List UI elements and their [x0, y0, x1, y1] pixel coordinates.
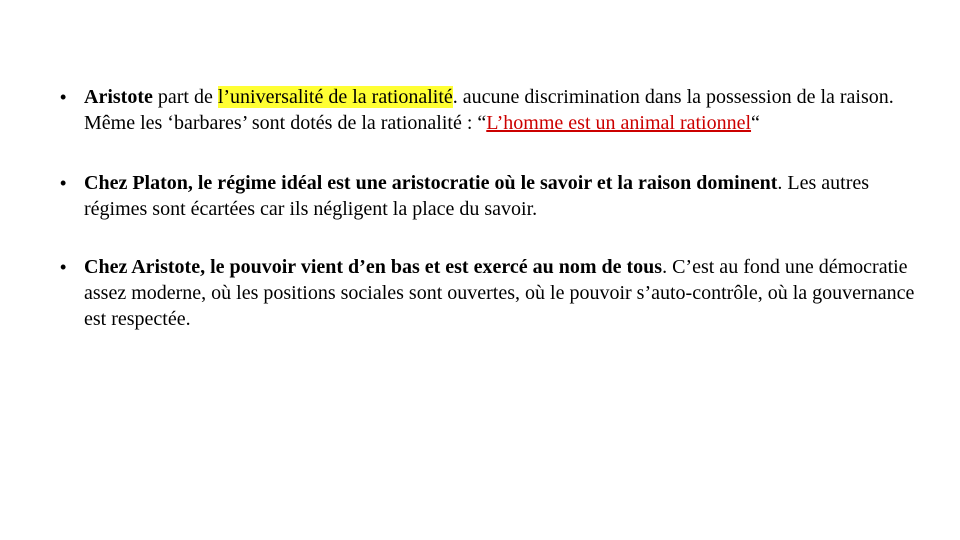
bullet-text: . C’est au fond une démocratie assez moderne, où les positions sociales sont ouvertes, où le pouvoir s’auto-contrôle, où la gouvernance est respectée. — [84, 256, 915, 330]
bullet-marker-icon: • — [60, 173, 67, 193]
highlighted-text: l’universalité de la rationalité — [217, 86, 453, 108]
bullet-item-aristote-power — [60, 254, 935, 332]
bullet-item-platon-regime — [60, 170, 935, 222]
bullet-text: “ — [751, 112, 760, 134]
bullet-list — [60, 84, 935, 366]
quote-text: L’homme est un animal rationnel — [486, 112, 752, 134]
bullet-text: part de — [152, 86, 218, 108]
bullet-bold-text: Chez Platon, le régime idéal est une aristocratie où le savoir et la raison dominent — [84, 172, 778, 194]
bullet-item-aristote-rationality — [60, 84, 935, 136]
bullet-text: . aucune discrimination dans la possession de la raison. Même les ‘barbares’ sont dotés de la rationalité : “ — [84, 86, 894, 134]
bullet-marker-icon: • — [60, 257, 67, 277]
bullet-text: . Les autres régimes sont écartées car ils négligent la place du savoir. — [84, 172, 870, 220]
bullet-marker-icon: • — [60, 87, 67, 107]
bullet-bold-text: Chez Aristote, le pouvoir vient d’en bas et est exercé au nom de tous — [84, 256, 663, 278]
bullet-bold-text: Aristote — [84, 86, 153, 108]
